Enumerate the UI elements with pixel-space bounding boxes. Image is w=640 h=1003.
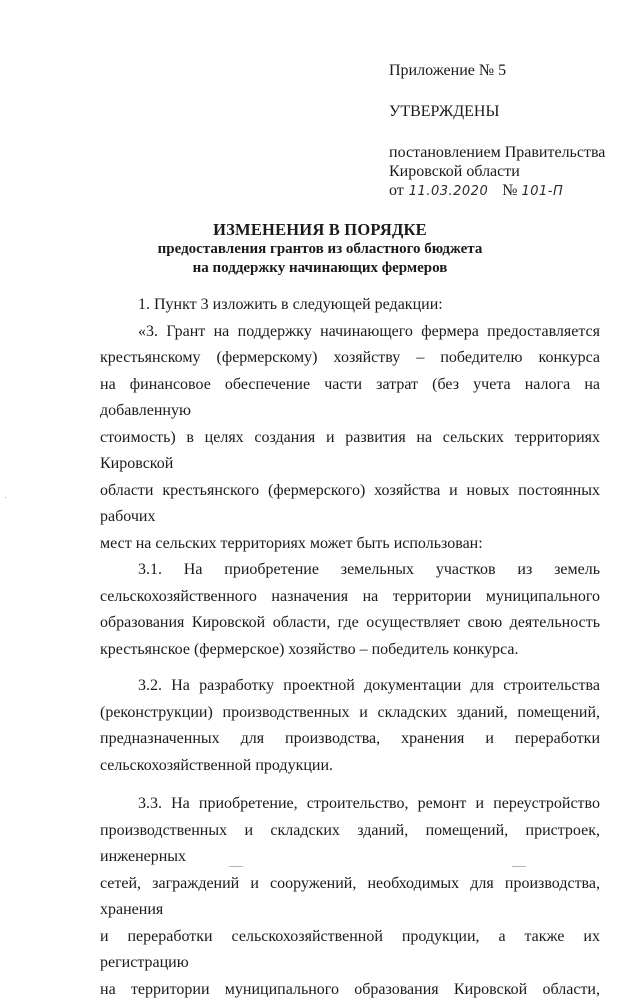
paragraph-5-line: сетей, заграждений и сооружений, необходимых для производства, хранения [100,871,600,924]
paragraph-5-line: и переработки сельскохозяйственной продукции, а также их регистрацию [100,924,600,977]
paragraph-2-line: на финансовое обеспечение части затрат (без учета налога на добавленную [100,372,600,425]
scan-artifact [5,497,6,498]
decree-line-1: постановлением Правительства [389,143,619,162]
paragraph-5-line: 3.3. На приобретение, строительство, ремонт и переустройство [100,791,600,818]
paragraph-2-line: мест на сельских территориях может быть использован: [100,531,600,558]
paragraph-3-line: 3.1. На приобретение земельных участков из земель [100,557,600,584]
document-title [0,220,640,278]
paragraph-2 [100,319,600,558]
from-prefix: от [389,182,404,199]
title-main: ИЗМЕНЕНИЯ В ПОРЯДКЕ [0,220,640,240]
decree-line-2: Кировской области [389,162,619,181]
paragraph-5-line: на территории муниципального образования Кировской области, [100,977,600,1003]
handwritten-date: 11.03.2020 [409,182,488,201]
scan-artifact [229,866,243,867]
paragraph-5-line: производственных и складских зданий, помещений, пристроек, инженерных [100,818,600,871]
approval-block [389,61,619,201]
paragraph-5 [100,791,600,1003]
paragraph-4-line: предназначенных для производства, хранения и переработки [100,726,600,753]
scan-artifact [512,866,526,867]
paragraph-2-line: крестьянскому (фермерскому) хозяйству – победителю конкурса [100,345,600,372]
paragraph-4-line: (реконструкции) производственных и складских зданий, помещений, [100,700,600,727]
paragraph-4-line: 3.2. На разработку проектной документации для строительства [100,673,600,700]
title-subtitle-2: на поддержку начинающих фермеров [0,259,640,278]
paragraph-4 [100,673,600,779]
paragraph-2-line: области крестьянского (фермерского) хозяйства и новых постоянных рабочих [100,478,600,531]
paragraph-3-line: образования Кировской области, где осуществляет свою деятельность [100,610,600,637]
title-subtitle-1: предоставления грантов из областного бюджета [0,240,640,259]
paragraph-3-line: крестьянское (фермерское) хозяйство – победитель конкурса. [100,637,600,664]
paragraph-2-line: стоимость) в целях создания и развития на сельских территориях Кировской [100,425,600,478]
appendix-label: Приложение № 5 [389,61,619,80]
paragraph-4-line: сельскохозяйственной продукции. [100,753,600,780]
paragraph-2-line: «3. Грант на поддержку начинающего фермера предоставляется [100,319,600,346]
decree-date-number-line [389,181,619,201]
paragraph-3-line: сельскохозяйственного назначения на территории муниципального [100,584,600,611]
number-prefix: № [502,182,517,199]
paragraph-1: 1. Пункт 3 изложить в следующей редакции: [100,292,600,319]
approved-label: УТВЕРЖДЕНЫ [389,102,619,121]
handwritten-number: 101-П [521,184,563,199]
document-body [100,292,600,1003]
paragraph-3 [100,557,600,663]
decree-reference [389,143,619,201]
